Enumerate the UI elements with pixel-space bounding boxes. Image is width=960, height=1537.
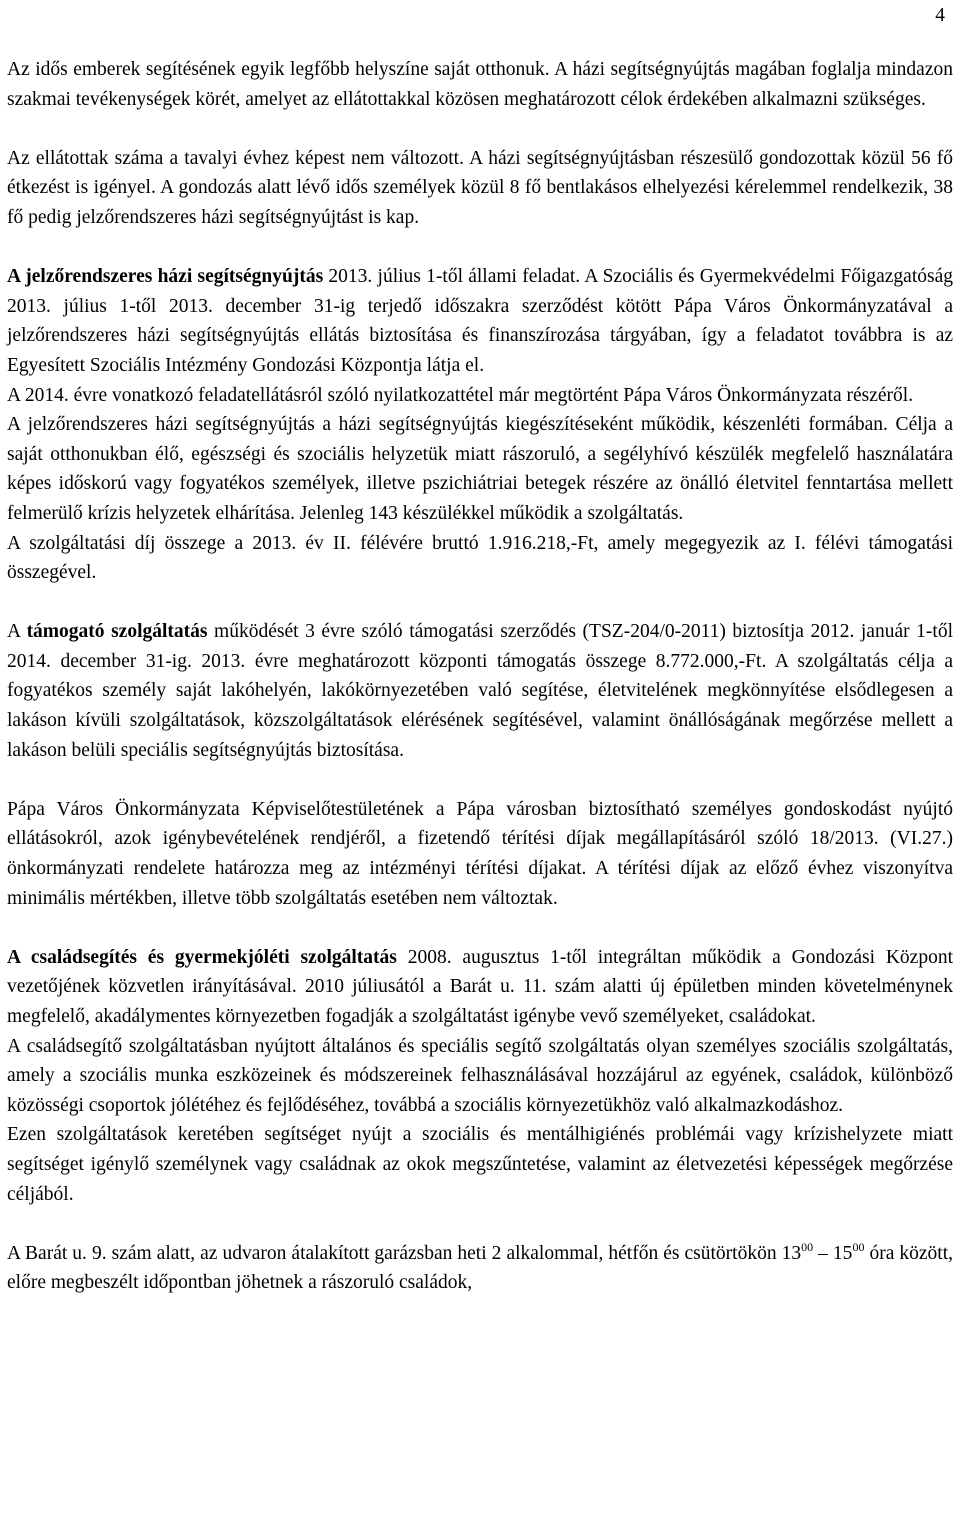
paragraph-text: működését 3 évre szóló támogatási szerződés (TSZ-204/0-2011) biztosítja 2012. január 1-től 2014. december 31-ig. 2013. évre meghatározott központi támogatás összege 8.772.000,-Ft. A szolgáltatás célja a fogyatékos személy saját lakóhelyén, lakókörnyezetében való segítése, életvitelének megkönnyítése elsődlegesen a lakáson kívüli szolgáltatások, közszolgáltatások elérésének segítésével, valamint önállóságának megőrzése mellett a lakáson belüli speciális segítségnyújtás biztosítása.: [7, 621, 953, 761]
paragraph-text: Ezen szolgáltatások keretében segítséget nyújt a szociális és mentálhigiénés problémái vagy krízishelyzete miatt segítséget igénylő személynek vagy családnak az okok megszűntetése, valamint az életvezetési képességek megőrzése céljából.: [7, 1124, 953, 1205]
paragraph-text: Pápa Város Önkormányzata Képviselőtestületének a Pápa városban biztosítható személyes gondoskodást nyújtó ellátásokról, azok igénybevételének rendjéről, a fizetendő térítési díjak megállapításáról szóló 18/2013. (VI.27.) önkormányzati rendelete határozza meg az intézményi térítési díjakat. A térítési díjak az előző évhez viszonyítva minimális mértékben, illetve több szolgáltatás esetében nem változtak.: [7, 798, 953, 909]
paragraph-text: 2013. július 1-től állami feladat. A Szociális és Gyermekvédelmi Főigazgatóság 2013. július 1-től 2013. december 31-ig terjedő időszakra szerződést kötött Pápa Város Önkormányzatával a jelzőrendszeres házi segítségnyújtás ellátás biztosítása és finanszírozása tárgyában, így a feladatot továbbra is az Egyesített Szociális Intézmény Gondozási Központja látja el.: [7, 266, 953, 376]
paragraph-alarm-purpose: [7, 410, 953, 528]
paragraph-text: óra között, előre megbeszélt időpontban jöhetnek a rászoruló családok,: [7, 1242, 954, 1294]
paragraph-barat-street: [7, 1239, 953, 1298]
paragraph-clients: [7, 144, 953, 233]
document-page: [7, 0, 953, 1537]
paragraph-service-fee: [7, 529, 953, 588]
paragraph-crisis-help: [7, 1120, 953, 1209]
paragraph-alarm-system: [7, 262, 953, 380]
paragraph-prefix: A: [7, 621, 27, 643]
paragraph-intro: [7, 55, 953, 114]
paragraph-support-service: [7, 617, 953, 765]
paragraph-text: A jelzőrendszeres házi segítségnyújtás a házi segítségnyújtás kiegészítéseként működik, készenléti formában. Célja a saját otthonukban élő, egészségi és szociális helyzetük miatt rászoruló, a segélyhívó készülék megfelelő használatára képes időskorú vagy fogyatékos személyek, illetve pszichiátriai betegek részére az önálló életvitel fenntartása mellett felmerülő krízis helyzetek elhárítása. Jelenleg 143 készülékkel működik a szolgáltatás.: [7, 414, 953, 524]
paragraph-text: 2008. augusztus 1-től integráltan működik a Gondozási Központ vezetőjének közvetlen irányításával. 2010 júliusától a Barát u. 11. szám alatti új épületben minden követelménynek megfelelő, akadálymentes környezetben fogadják a szolgáltatást igénybe vevő személyeket, családokat.: [7, 946, 953, 1027]
bold-term: támogató szolgáltatás: [26, 621, 208, 643]
paragraph-text: A 2014. évre vonatkozó feladatellátásról szóló nyilatkozattétel már megtörtént Pápa Város Önkormányzata részéről.: [7, 384, 914, 406]
paragraph-fees-decree: [7, 795, 953, 913]
time-superscript: 00: [801, 1239, 814, 1254]
document-body: [7, 55, 953, 1298]
bold-term: A jelzőrendszeres házi segítségnyújtás: [7, 266, 324, 288]
paragraph-text: A Barát u. 9. szám alatt, az udvaron átalakított garázsban heti 2 alkalommal, hétfőn és csütörtökön 13: [7, 1242, 802, 1264]
paragraph-text: A szolgáltatási díj összege a 2013. év II. félévére bruttó 1.916.218,-Ft, amely megegyezik az I. félévi támogatási összegével.: [7, 532, 953, 584]
paragraph-text: Az idős emberek segítésének egyik legfőbb helyszíne saját otthonuk. A házi segítségnyújtás magában foglalja mindazon szakmai tevékenységek körét, amelyet az ellátottakkal közösen meghatározott célok érdekében alkalmazni szükséges.: [7, 59, 953, 110]
paragraph-text: Az ellátottak száma a tavalyi évhez képest nem változott. A házi segítségnyújtásban részesülő gondozottak közül 56 fő étkezést is igényel. A gondozás alatt lévő idős személyek közül 8 fő bentlakásos elhelyezési kérelemmel rendelkezik, 38 fő pedig jelzőrendszeres házi segítségnyújtást is kap.: [7, 147, 953, 228]
paragraph-declaration: [7, 381, 953, 411]
paragraph-family-support: [7, 943, 953, 1032]
time-dash: – 15: [813, 1242, 853, 1264]
paragraph-text: A családsegítő szolgáltatásban nyújtott általános és speciális segítő szolgáltatás olyan személyes szociális szolgáltatás, amely a szociális munka eszközeinek és módszereinek felhasználásával hozzájárul az egyének, családok, különböző közösségi csoportok jólétéhez és fejlődéséhez, továbbá a szociális környezetükhöz való alkalmazkodáshoz.: [7, 1035, 953, 1116]
bold-term: A családsegítés és gyermekjóléti szolgáltatás: [7, 946, 397, 968]
paragraph-family-support-definition: [7, 1032, 953, 1121]
time-superscript: 00: [852, 1239, 865, 1254]
page-number: 4: [935, 5, 945, 26]
